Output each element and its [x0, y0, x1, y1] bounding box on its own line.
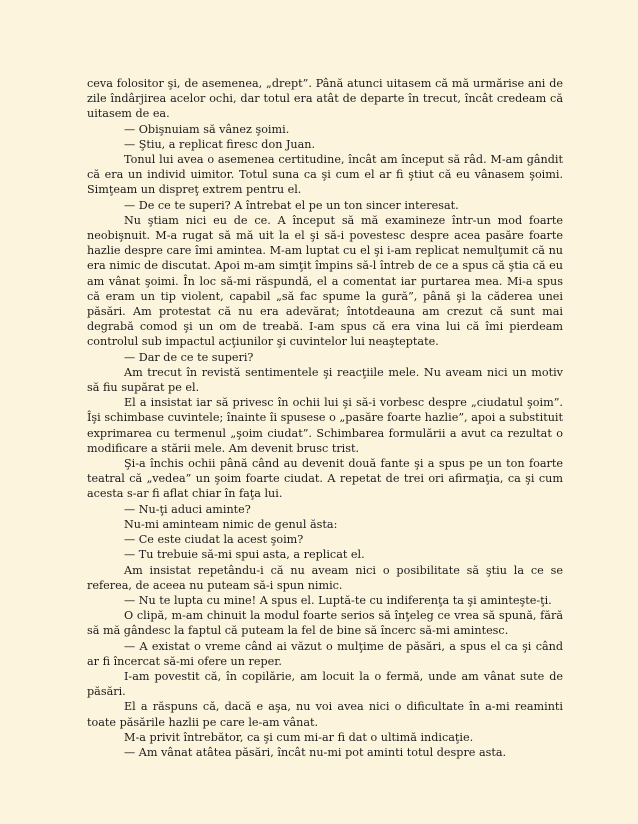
paragraph: Şi-a închis ochii până când au devenit două fante şi a spus pe un ton foarte teatral că „vedea” un şoim foarte ciudat. A repetat de trei ori afirmaţia, ca şi cum acesta s-ar fi aflat chiar în faţa lui.: [87, 457, 563, 501]
paragraph: Nu ştiam nici eu de ce. A început să mă examineze într-un mod foarte neobişnuit. M-a rugat să mă uit la el şi să-i povestesc despre acea pasăre foarte hazlie despre care îmi amintea. M-am luptat cu el şi i-am replicat nemulţumit că nu era nimic de discutat. Apoi m-am simţit împins să-l întreb de ce a spus că ştia că eu am vânat şoimi. În loc să-mi răspundă, el a comentat iar purtarea mea. Mi-a spus că eram un tip violent, capabil „să fac spume la gură”, până şi la căderea unei păsări. Am protestat că nu era adevărat; întotdeauna am crezut că sunt mai degrabă comod şi un om de treabă. I-am spus că era vina lui că îmi pierdeam controlul sub impactul acţiunilor şi cuvintelor lui neaşteptate.: [87, 213, 563, 349]
dialogue-line: — Ştiu, a replicat firesc don Juan.: [124, 137, 316, 151]
dialogue-line: — Tu trebuie să-mi spui asta, a replicat el.: [124, 548, 365, 562]
paragraph: ceva folositor şi, de asemenea, „drept”. Până atunci uitasem că mă urmărise ani de zile îndârjirea acelor ochi, dar totul era atât de departe în trecut, încât credeam că uitasem de ea.: [87, 77, 563, 121]
paragraph: Am insistat repetându-i că nu aveam nici o posibilitate să ştiu la ce se referea, de aceea nu puteam să-i spun nimic.: [87, 563, 563, 592]
page-text: [87, 76, 563, 760]
paragraph: Nu-mi aminteam nimic de genul ăsta:: [124, 517, 338, 531]
paragraph: I-am povestit că, în copilărie, am locuit la o fermă, unde am vânat sute de păsări.: [87, 669, 563, 699]
dialogue-line: — Am vânat atâtea păsări, încât nu-mi pot aminti totul despre asta.: [124, 745, 507, 759]
paragraph: El a răspuns că, dacă e aşa, nu voi avea nici o dificultate în a-mi reaminti toate păsările hazlii pe care le-am vânat.: [87, 700, 563, 729]
dialogue-line: — Obişnuiam să vânez şoimi.: [124, 122, 290, 136]
paragraph: El a insistat iar să privesc în ochii lui şi să-i vorbesc despre „ciudatul şoim”. Îşi schimbase cuvintele; înainte îi spusese o „pasăre foarte hazlie”, apoi a substituit exprimarea cu termenul „şoim ciudat”. Schimbarea formulării a avut ca rezultat o modificare a stării mele. Am devenit brusc trist.: [87, 396, 563, 455]
dialogue-line: — De ce te superi? A întrebat el pe un ton sincer interesat.: [124, 198, 459, 212]
paragraph: O clipă, m-am chinuit la modul foarte serios să înţeleg ce vrea să spună, fără să mă gândesc la faptul că puteam la fel de bine să încerc să-mi amintesc.: [87, 609, 563, 638]
dialogue-line: — Dar de ce te superi?: [124, 350, 254, 364]
dialogue-line: — Ce este ciudat la acest şoim?: [124, 533, 304, 547]
paragraph: M-a privit întrebător, ca şi cum mi-ar fi dat o ultimă indicaţie.: [124, 730, 474, 744]
dialogue-line: — Nu-ţi aduci aminte?: [124, 502, 251, 516]
dialogue-line: — A existat o vreme când ai văzut o mulţime de păsări, a spus el ca şi când ar fi încercat să-mi ofere un reper.: [87, 639, 563, 668]
paragraph: Am trecut în revistă sentimentele şi reacţiile mele. Nu aveam nici un motiv să fiu supărat pe el.: [87, 365, 563, 395]
paragraph: Tonul lui avea o asemenea certitudine, încât am început să râd. M-am gândit că era un individ uimitor. Totul suna ca şi cum el ar fi ştiut că eu vânasem şoimi. Simţeam un dispreţ extrem pentru el.: [87, 153, 563, 197]
dialogue-line: — Nu te lupta cu mine! A spus el. Luptă-te cu indiferenţa ta şi aminteşte-ţi.: [124, 593, 552, 607]
